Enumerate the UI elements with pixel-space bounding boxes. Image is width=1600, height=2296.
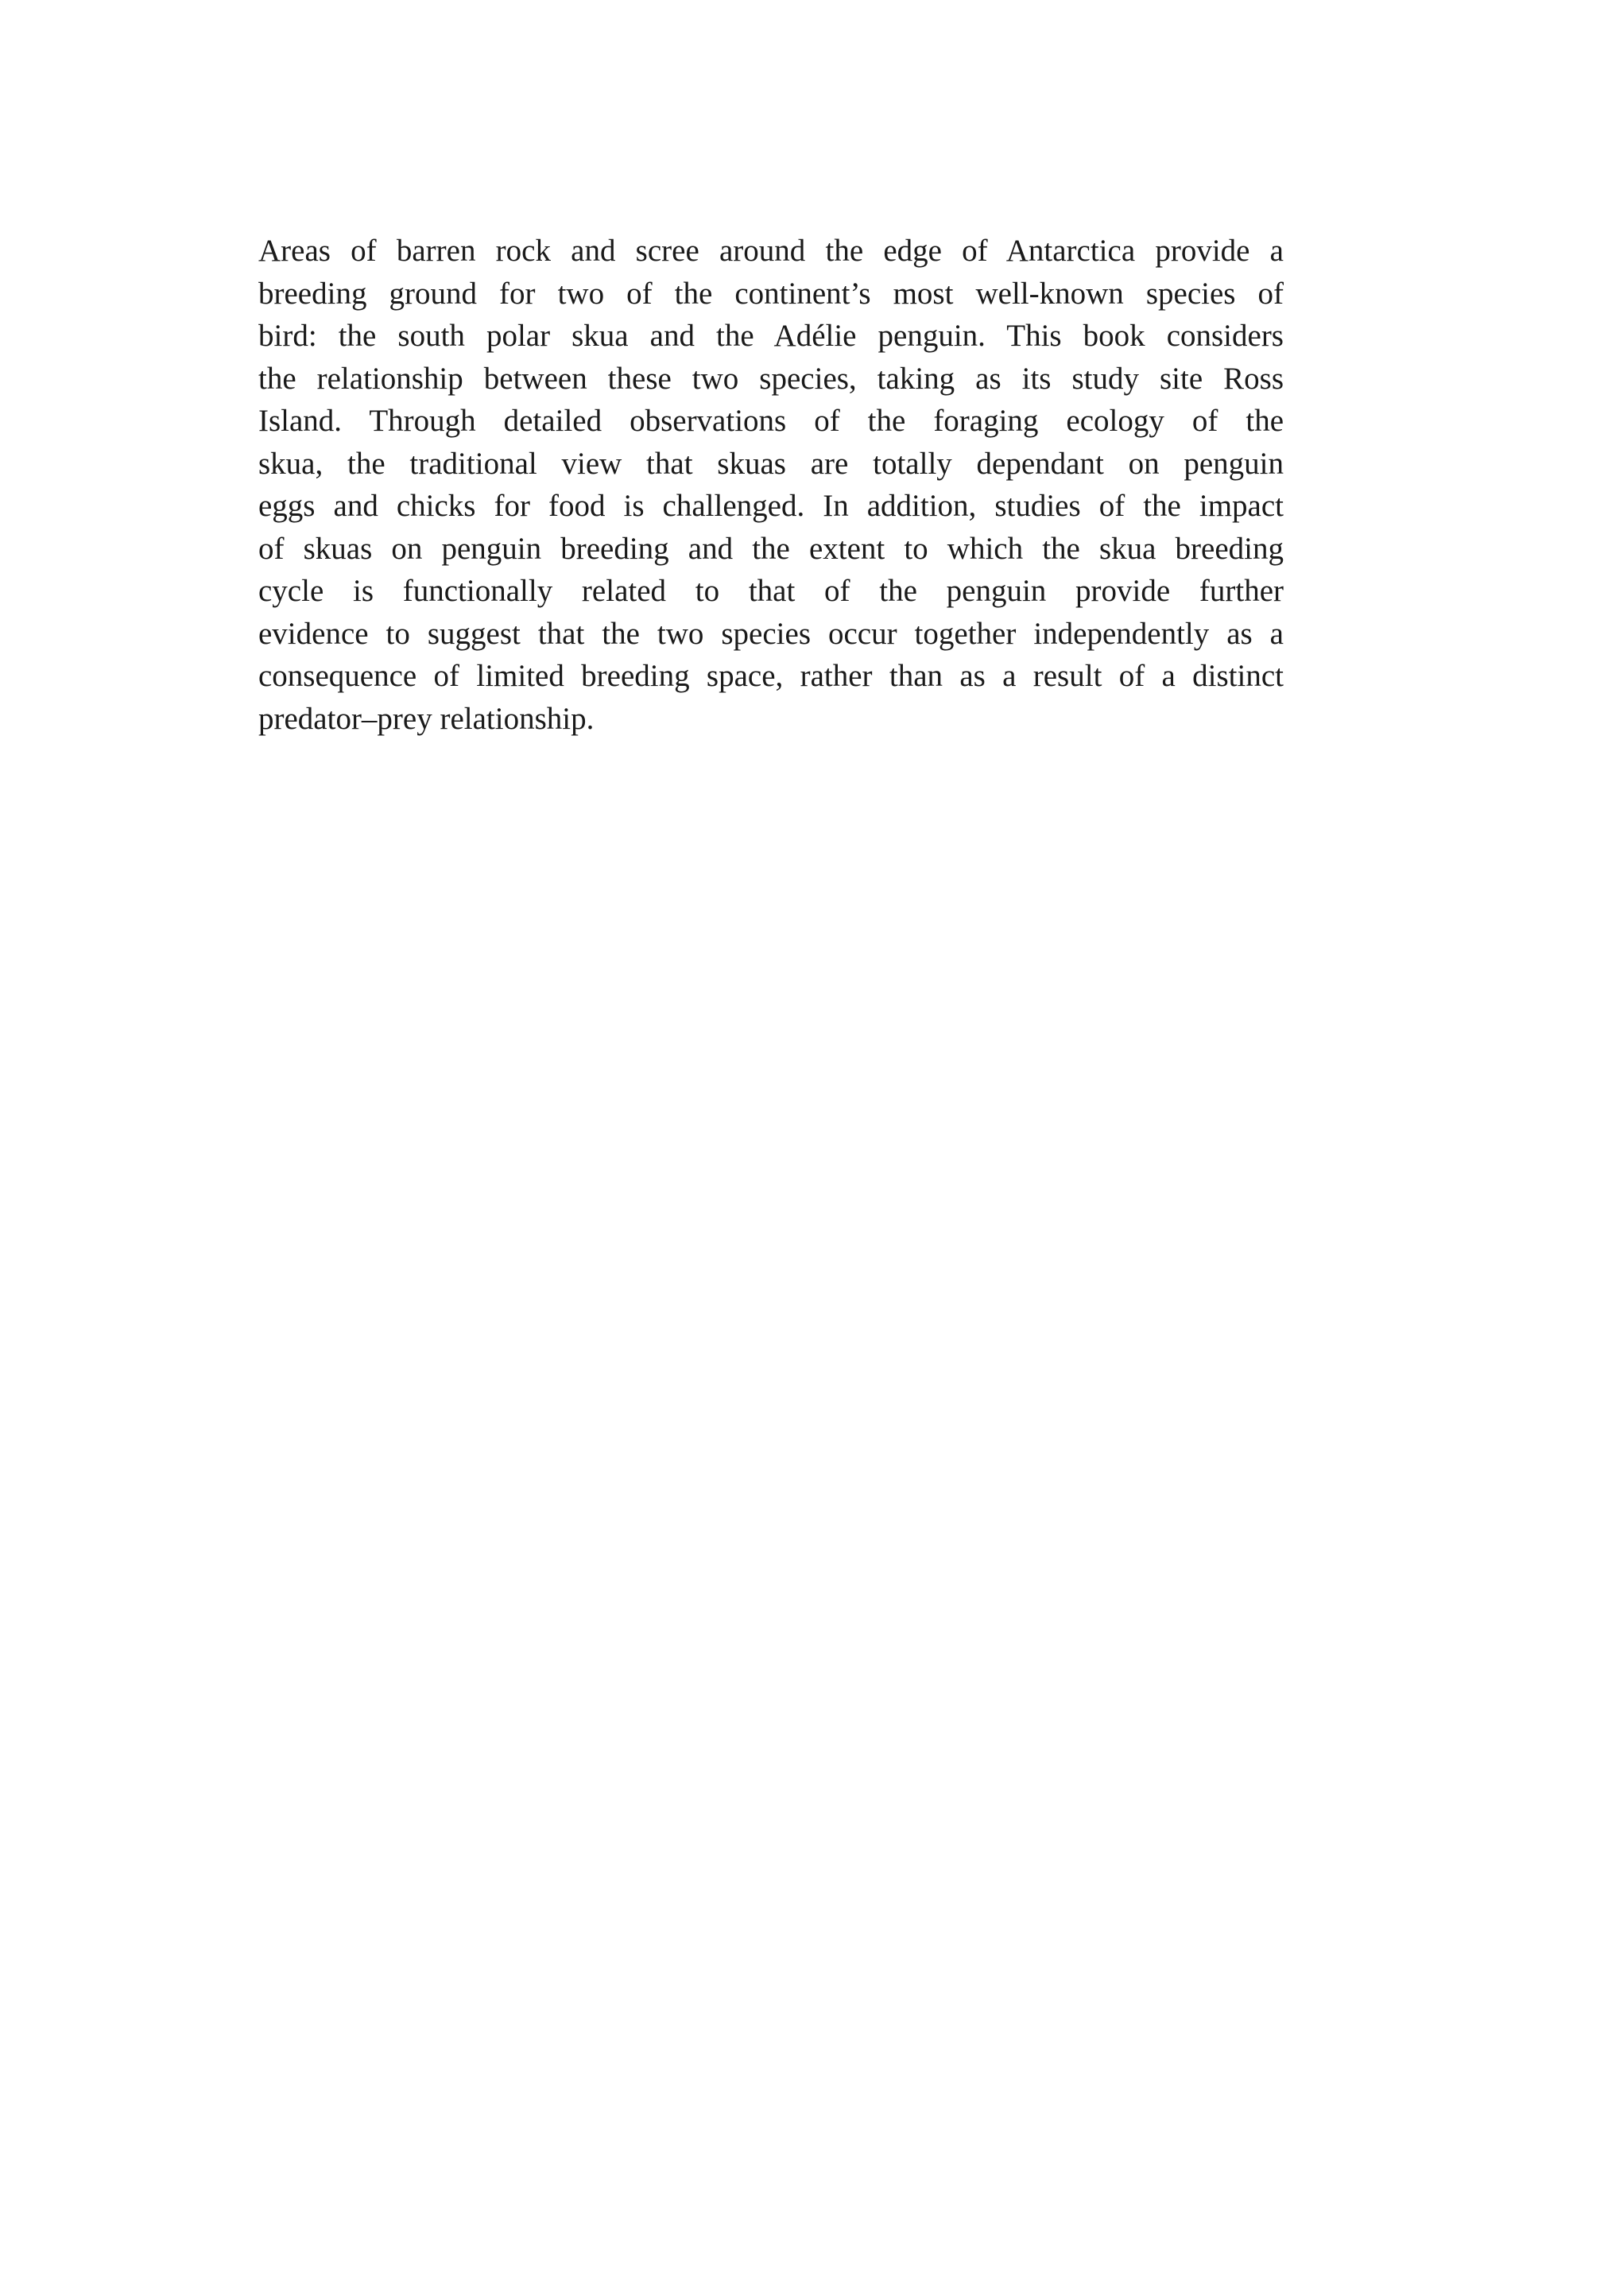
paragraph-line-3: bird: the south polar skua and the Adélie penguin. This book considers	[258, 319, 1284, 353]
paragraph-line-12: predator–prey relationship.	[258, 701, 595, 736]
paragraph-line-1: Areas of barren rock and scree around the edge of Antarctica provide a	[258, 234, 1284, 268]
paragraph-line-5: Island. Through detailed observations of the foraging ecology of the	[258, 404, 1284, 438]
paragraph-line-9: cycle is functionally related to that of the penguin provide further	[258, 574, 1284, 608]
paragraph-line-4: the relationship between these two species, taking as its study site Ross	[258, 361, 1284, 396]
paragraph-line-7: eggs and chicks for food is challenged. In addition, studies of the impact	[258, 489, 1284, 523]
paragraph-line-10: evidence to suggest that the two species occur together independently as a	[258, 616, 1284, 651]
paragraph-line-11: consequence of limited breeding space, rather than as a result of a distinct	[258, 659, 1284, 693]
paragraph-line-8: of skuas on penguin breeding and the extent to which the skua breeding	[258, 531, 1284, 566]
description-paragraph	[258, 230, 1284, 740]
paragraph-line-6: skua, the traditional view that skuas are totally dependant on penguin	[258, 446, 1284, 481]
paragraph-line-2: breeding ground for two of the continent’s most well-known species of	[258, 276, 1284, 311]
